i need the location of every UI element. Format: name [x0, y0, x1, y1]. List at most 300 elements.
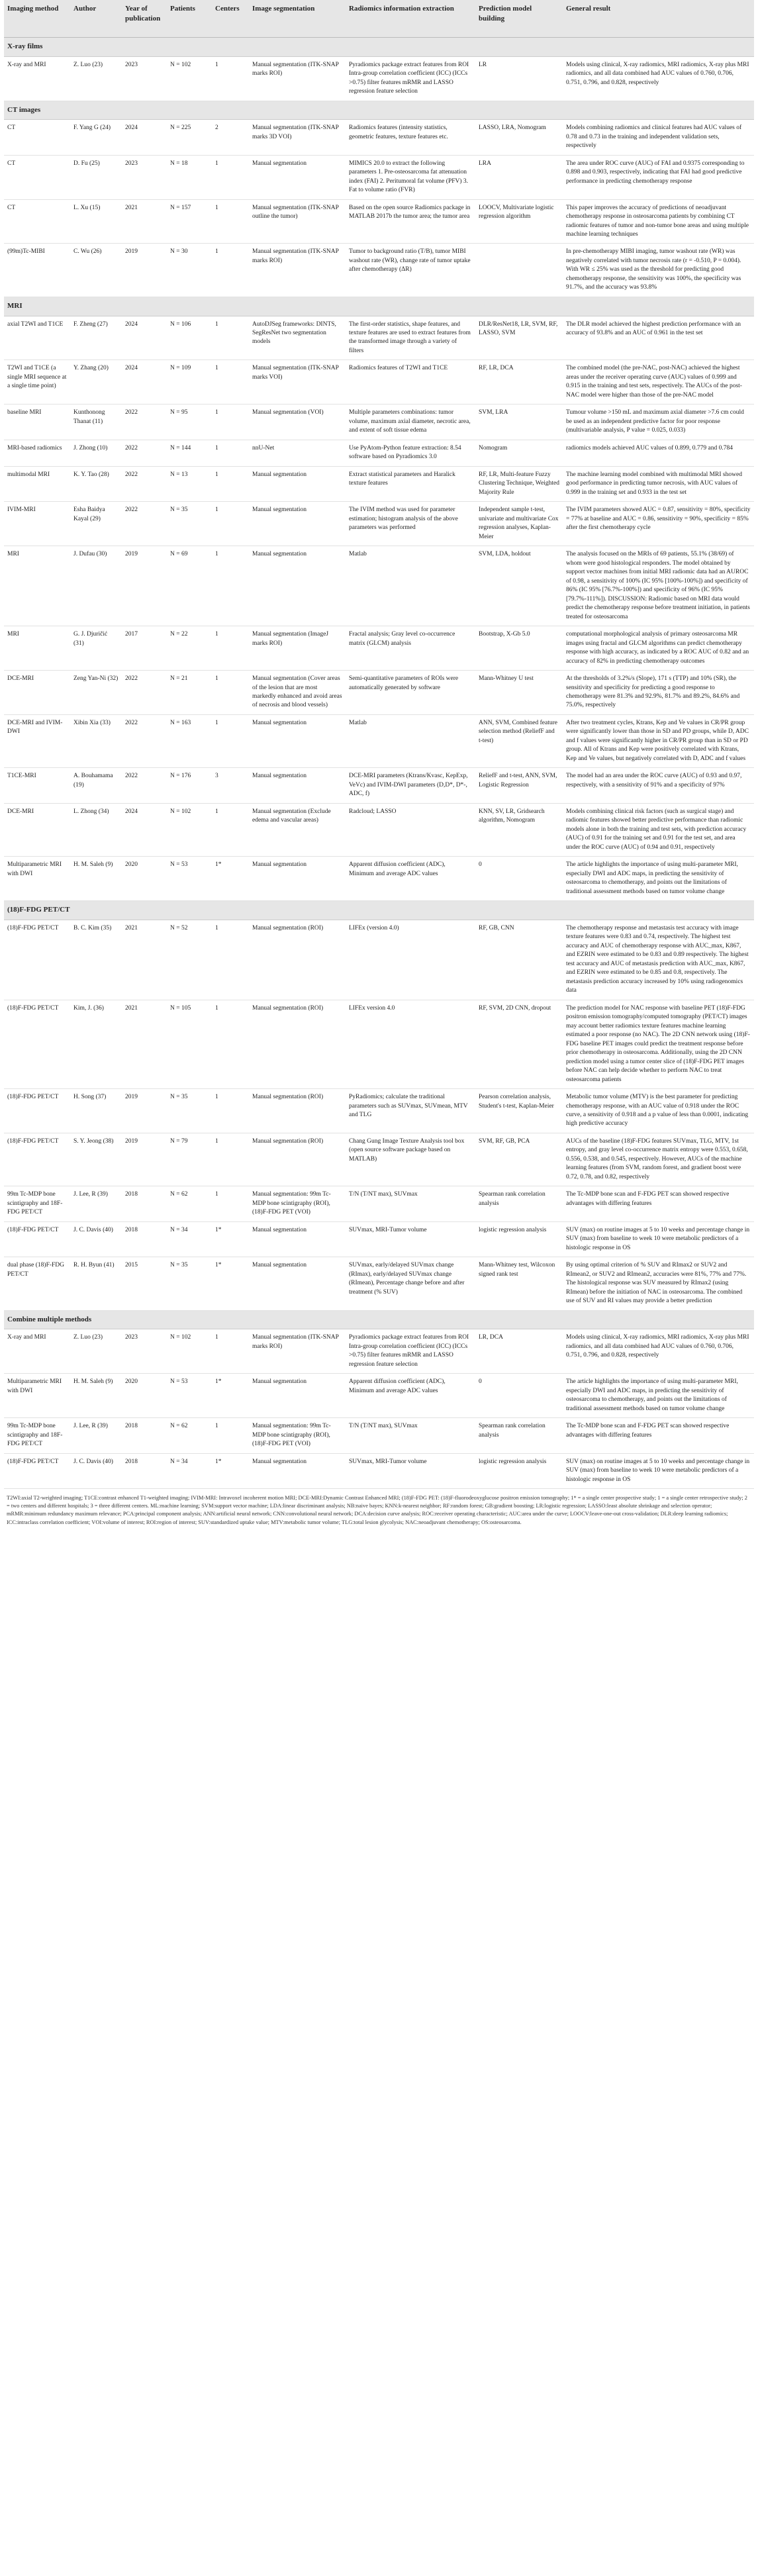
segmentation-cell: Manual segmentation (ITK-SNAP outline the tumor) — [249, 199, 346, 244]
segmentation-cell: Manual segmentation (ITK-SNAP marks ROI) — [249, 244, 346, 297]
patients-cell: N = 79 — [167, 1133, 212, 1186]
column-header: Author — [70, 0, 122, 38]
section-title: (18)F-FDG PET/CT — [4, 901, 754, 920]
author-cell: J. C. Davis (40) — [70, 1221, 122, 1257]
radiomics-extraction-cell: Matlab — [346, 546, 475, 626]
year-cell: 2023 — [122, 1329, 167, 1374]
patients-cell: N = 95 — [167, 405, 212, 440]
table-body — [4, 38, 754, 1489]
general-result-cell: SUV (max) on routine images at 5 to 10 weeks and percentage change in SUV (max) from baseline to week 10 were metabolic predictors of a histologic response in OS — [563, 1221, 754, 1257]
section-title: CT images — [4, 101, 754, 120]
centers-cell: 1 — [212, 714, 249, 767]
radiomics-extraction-cell: Apparent diffusion coefficient (ADC), Minimum and average ADC values — [346, 857, 475, 901]
centers-cell: 1 — [212, 1186, 249, 1221]
patients-cell: N = 35 — [167, 1257, 212, 1310]
segmentation-cell: nnU-Net — [249, 440, 346, 466]
patients-cell: N = 34 — [167, 1453, 212, 1488]
table-row — [4, 405, 754, 440]
year-cell: 2015 — [122, 1257, 167, 1310]
imaging-method-cell: DCE-MRI and IVIM-DWI — [4, 714, 70, 767]
imaging-method-cell: 99m Tc-MDP bone scintigraphy and 18F-FDG PET/CT — [4, 1418, 70, 1453]
centers-cell: 1 — [212, 316, 249, 360]
centers-cell: 1 — [212, 546, 249, 626]
patients-cell: N = 52 — [167, 920, 212, 1000]
general-result-cell: Metabolic tumor volume (MTV) is the best parameter for predicting chemotherapy response, with an AUC value of 0.918 under the ROC curve, a sensitivity of 0.918 and a p value of less than 0.0001, indicating high predictive accuracy — [563, 1089, 754, 1133]
table-row — [4, 1329, 754, 1374]
prediction-model-cell: RF, GB, CNN — [475, 920, 563, 1000]
patients-cell: N = 109 — [167, 360, 212, 405]
patients-cell: N = 69 — [167, 546, 212, 626]
table-row — [4, 56, 754, 101]
centers-cell: 1 — [212, 405, 249, 440]
segmentation-cell: Manual segmentation (ROI) — [249, 920, 346, 1000]
patients-cell: N = 144 — [167, 440, 212, 466]
prediction-model-cell: SVM, LRA — [475, 405, 563, 440]
year-cell: 2024 — [122, 316, 167, 360]
author-cell: Zeng Yan-Ni (32) — [70, 671, 122, 715]
prediction-model-cell: Independent sample t-test, univariate and multivariate Cox regression analyses, Kaplan-Meier — [475, 502, 563, 546]
general-result-cell: Tumour volume >150 mL and maximum axial diameter >7.6 cm could be used as an independent predictive factor for poor response (multivariable analysis, P value = 0.025, 0.033) — [563, 405, 754, 440]
segmentation-cell: Manual segmentation — [249, 546, 346, 626]
radiomics-extraction-cell: SUVmax, MRI-Tumor volume — [346, 1453, 475, 1488]
centers-cell: 2 — [212, 120, 249, 155]
imaging-method-cell: Multiparametric MRI with DWI — [4, 1374, 70, 1418]
general-result-cell: This paper improves the accuracy of predictions of neoadjuvant chemotherapy response in osteosarcoma patients by combining CT radiomic features of tumor and non-tumor bone areas and using multiple machine learning techniques — [563, 199, 754, 244]
table-row — [4, 1089, 754, 1133]
author-cell: Z. Luo (23) — [70, 56, 122, 101]
centers-cell: 1 — [212, 1329, 249, 1374]
general-result-cell: The prediction model for NAC response with baseline PET (18)F-FDG positron emission tomography/computed tomography (PET/CT) images may account better radiomics texture features machine learning estimated a poor response (no NAC). The 2D CNN network using (18)F-FDG baseline PET images could predict the treatment response before prior chemotherapy in osteosarcoma. Additionally, using the 2D CNN prediction model using a tumor center slice of (18)F-FDG PET images before NAC can help decide whether to perform NAC to treat osteosarcoma patients — [563, 1000, 754, 1088]
author-cell: S. Y. Jeong (38) — [70, 1133, 122, 1186]
general-result-cell: computational morphological analysis of primary osteosarcoma MR images using fractal and GLCM algorithms can predict chemotherapy response with high accuracy, as indicated by a ROC AUC of 0.82 and an accuracy of 82% in predicting chemotherapy outcomes — [563, 626, 754, 671]
prediction-model-cell: 0 — [475, 857, 563, 901]
author-cell: J. Zhong (10) — [70, 440, 122, 466]
centers-cell: 1* — [212, 857, 249, 901]
general-result-cell: Models using clinical, X-ray radiomics, MRI radiomics, X-ray plus MRI radiomics, and all data combined had AUC values of 0.760, 0.706, 0.751, 0.796, and 0.828, respectively — [563, 1329, 754, 1374]
author-cell: H. Song (37) — [70, 1089, 122, 1133]
segmentation-cell: Manual segmentation — [249, 155, 346, 199]
column-header: General result — [563, 0, 754, 38]
general-result-cell: radiomics models achieved AUC values of 0.899, 0.779 and 0.784 — [563, 440, 754, 466]
radiomics-extraction-cell: LIFEx version 4.0 — [346, 1000, 475, 1088]
imaging-method-cell: DCE-MRI — [4, 671, 70, 715]
year-cell: 2022 — [122, 466, 167, 501]
general-result-cell: After two treatment cycles, Ktrans, Kep and Ve values in CR/PR group were significantly lower than those in SD and PD groups, while D, ADC and f values were significantly higher in CR/PR group than in SD or PD group. All of Ktrans and Kep were positively correlated with Ktrans, Kep and Ve values, but negatively correlated with D, ADC and f values — [563, 714, 754, 767]
centers-cell: 1 — [212, 803, 249, 856]
centers-cell: 1 — [212, 360, 249, 405]
segmentation-cell: Manual segmentation — [249, 502, 346, 546]
radiomics-extraction-cell: Matlab — [346, 714, 475, 767]
prediction-model-cell: Bootstrap, X-Gb 5.0 — [475, 626, 563, 671]
prediction-model-cell: KNN, SV, LR, Gridsearch algorithm, Nomogram — [475, 803, 563, 856]
table-row — [4, 199, 754, 244]
year-cell: 2020 — [122, 1374, 167, 1418]
year-cell: 2019 — [122, 546, 167, 626]
prediction-model-cell: RF, LR, DCA — [475, 360, 563, 405]
author-cell: Kim, J. (36) — [70, 1000, 122, 1088]
year-cell: 2017 — [122, 626, 167, 671]
author-cell: J. Lee, R (39) — [70, 1186, 122, 1221]
patients-cell: N = 34 — [167, 1221, 212, 1257]
prediction-model-cell: Nomogram — [475, 440, 563, 466]
imaging-method-cell: (18)F-FDG PET/CT — [4, 920, 70, 1000]
year-cell: 2022 — [122, 502, 167, 546]
general-result-cell: At the thresholds of 3.2%/s (Slope), 171 s (TTP) and 10% (SR), the sensitivity and specificity for predicting a good response to chemotherapy were 81.3% and 92.9%, 81.7% and 89.2%, 84.6% and 75.0%, respectively — [563, 671, 754, 715]
centers-cell: 1 — [212, 199, 249, 244]
segmentation-cell: Manual segmentation (ITK-SNAP marks ROI) — [249, 1329, 346, 1374]
column-header: Centers — [212, 0, 249, 38]
patients-cell: N = 62 — [167, 1186, 212, 1221]
year-cell: 2022 — [122, 440, 167, 466]
radiomics-extraction-cell: Based on the open source Radiomics package in MATLAB 2017b the tumor area; the tumor area — [346, 199, 475, 244]
prediction-model-cell: LRA — [475, 155, 563, 199]
radiomics-extraction-cell: T/N (T/NT max), SUVmax — [346, 1186, 475, 1221]
radiomics-extraction-cell: SUVmax, early/delayed SUVmax change (RImax), early/delayed SUVmax change (RImean), Percentage change before and after treatment (% SUV) — [346, 1257, 475, 1310]
patients-cell: N = 102 — [167, 803, 212, 856]
author-cell: Esha Baidya Kayal (29) — [70, 502, 122, 546]
imaging-method-cell: X-ray and MRI — [4, 1329, 70, 1374]
table-row — [4, 1000, 754, 1088]
imaging-method-cell: CT — [4, 155, 70, 199]
general-result-cell: AUCs of the baseline (18)F-FDG features SUVmax, TLG, MTV, 1st entropy, and gray level co-occurrence matrix entropy were 0.553, 0.658, 0.556, 0.538, and 0.545, respectively. However, AUCs of the machine learning features (from SVM, random forest, and gradient boost were 0.72, 0.78, and 0.82, respectively — [563, 1133, 754, 1186]
prediction-model-cell: Spearman rank correlation analysis — [475, 1418, 563, 1453]
author-cell: A. Bouhamama (19) — [70, 768, 122, 803]
radiomics-summary-table — [4, 0, 754, 1489]
patients-cell: N = 105 — [167, 1000, 212, 1088]
author-cell: K. Y. Tao (28) — [70, 466, 122, 501]
patients-cell: N = 225 — [167, 120, 212, 155]
radiomics-extraction-cell: Apparent diffusion coefficient (ADC), Minimum and average ADC values — [346, 1374, 475, 1418]
prediction-model-cell — [475, 244, 563, 297]
column-header: Image segmentation — [249, 0, 346, 38]
segmentation-cell: Manual segmentation — [249, 1453, 346, 1488]
imaging-method-cell: (18)F-FDG PET/CT — [4, 1000, 70, 1088]
table-row — [4, 502, 754, 546]
radiomics-extraction-cell: The first-order statistics, shape features, and texture features are used to extract features from the transformed image through a variety of filters — [346, 316, 475, 360]
radiomics-extraction-cell: Semi-quantitative parameters of ROIs were automatically generated by software — [346, 671, 475, 715]
centers-cell: 3 — [212, 768, 249, 803]
general-result-cell: The analysis focused on the MRIs of 69 patients, 55.1% (38/69) of whom were good histological responders. The model obtained by support vector machines from initial MRI radiomic data had an AUROC of 0.98, a sensitivity of 100% (IC 95% [100%-100%]) and specificity of 86% (IC 95% [76.7%-100%]) and specificity of 96% (IC 95% [79.7%-111%]). DISCUSSION: Radiomic based on MRI data would predict the chemotherapy response before treatment initiation, in patients treated for osteosarcoma — [563, 546, 754, 626]
author-cell: H. M. Saleh (9) — [70, 1374, 122, 1418]
centers-cell: 1 — [212, 671, 249, 715]
prediction-model-cell: SVM, RF, GB, PCA — [475, 1133, 563, 1186]
imaging-method-cell: (18)F-FDG PET/CT — [4, 1133, 70, 1186]
imaging-method-cell: multimodal MRI — [4, 466, 70, 501]
general-result-cell: Models combining radiomics and clinical features had AUC values of 0.78 and 0.73 in the training and independent validation sets, respectively — [563, 120, 754, 155]
segmentation-cell: Manual segmentation — [249, 1374, 346, 1418]
segmentation-cell: Manual segmentation (ITK-SNAP marks 3D VOI) — [249, 120, 346, 155]
prediction-model-cell: LR — [475, 56, 563, 101]
year-cell: 2018 — [122, 1418, 167, 1453]
patients-cell: N = 18 — [167, 155, 212, 199]
section-header-row — [4, 101, 754, 120]
radiomics-extraction-cell: T/N (T/NT max), SUVmax — [346, 1418, 475, 1453]
patients-cell: N = 13 — [167, 466, 212, 501]
table-row — [4, 546, 754, 626]
radiomics-extraction-cell: Radiomics features (intensity statistics, geometric features, texture features etc. — [346, 120, 475, 155]
imaging-method-cell: MRI-based radiomics — [4, 440, 70, 466]
year-cell: 2021 — [122, 199, 167, 244]
patients-cell: N = 106 — [167, 316, 212, 360]
centers-cell: 1 — [212, 626, 249, 671]
imaging-method-cell: MRI — [4, 546, 70, 626]
segmentation-cell: Manual segmentation (ITK-SNAP marks VOI) — [249, 360, 346, 405]
patients-cell: N = 157 — [167, 199, 212, 244]
segmentation-cell: Manual segmentation: 99m Tc-MDP bone scintigraphy (ROI), (18)F-FDG PET (VOI) — [249, 1186, 346, 1221]
centers-cell: 1 — [212, 920, 249, 1000]
year-cell: 2018 — [122, 1453, 167, 1488]
general-result-cell: The DLR model achieved the highest prediction performance with an accuracy of 93.8% and an AUC of 0.961 in the test set — [563, 316, 754, 360]
prediction-model-cell: 0 — [475, 1374, 563, 1418]
centers-cell: 1 — [212, 155, 249, 199]
prediction-model-cell: LASSO, LRA, Nomogram — [475, 120, 563, 155]
segmentation-cell: Manual segmentation — [249, 1221, 346, 1257]
patients-cell: N = 163 — [167, 714, 212, 767]
author-cell: R. H. Byun (41) — [70, 1257, 122, 1310]
imaging-method-cell: (99m)Tc-MIBI — [4, 244, 70, 297]
imaging-method-cell: (18)F-FDG PET/CT — [4, 1453, 70, 1488]
year-cell: 2023 — [122, 155, 167, 199]
general-result-cell: Models combining clinical risk factors (such as surgical stage) and radiomic features showed better predictive performance than radiomic models alone in both the training and test sets, with prediction accuracy (AUC) of 0.91 for the training set and 0.91 for the test set, and area under the ROC curve (AUC) of 0.94 and 0.91, respectively — [563, 803, 754, 856]
prediction-model-cell: LR, DCA — [475, 1329, 563, 1374]
segmentation-cell: Manual segmentation (VOI) — [249, 405, 346, 440]
radiomics-extraction-cell: DCE-MRI parameters (Ktrans/Kvasc, KepExp, VeVc) and IVIM-DWI parameters (D,D*, D*-, ADC, f) — [346, 768, 475, 803]
patients-cell: N = 22 — [167, 626, 212, 671]
segmentation-cell: Manual segmentation — [249, 768, 346, 803]
table-row — [4, 1133, 754, 1186]
imaging-method-cell: CT — [4, 199, 70, 244]
general-result-cell: The model had an area under the ROC curve (AUC) of 0.93 and 0.97, respectively, with a sensitivity of 91% and a specificity of 97% — [563, 768, 754, 803]
year-cell: 2022 — [122, 671, 167, 715]
centers-cell: 1* — [212, 1221, 249, 1257]
author-cell: D. Fu (25) — [70, 155, 122, 199]
prediction-model-cell: logistic regression analysis — [475, 1453, 563, 1488]
radiomics-extraction-cell: Radiomics features of T2WI and T1CE — [346, 360, 475, 405]
author-cell: Kunthonong Thanat (11) — [70, 405, 122, 440]
author-cell: C. Wu (26) — [70, 244, 122, 297]
segmentation-cell: Manual segmentation (ITK-SNAP marks ROI) — [249, 56, 346, 101]
general-result-cell: The Tc-MDP bone scan and F-FDG PET scan showed respective advantages with differing features — [563, 1186, 754, 1221]
radiomics-extraction-cell: PyRadiomics; calculate the traditional parameters such as SUVmax, SUVmean, MTV and TLG — [346, 1089, 475, 1133]
segmentation-cell: Manual segmentation: 99m Tc-MDP bone scintigraphy (ROI), (18)F-FDG PET (VOI) — [249, 1418, 346, 1453]
table-row — [4, 1418, 754, 1453]
table-row — [4, 1374, 754, 1418]
segmentation-cell: Manual segmentation (ROI) — [249, 1000, 346, 1088]
imaging-method-cell: dual phase (18)F-FDG PET/CT — [4, 1257, 70, 1310]
section-title: MRI — [4, 297, 754, 316]
prediction-model-cell: RF, LR, Multi-feature Fuzzy Clustering Technique, Weighted Majority Rule — [475, 466, 563, 501]
general-result-cell: The IVIM parameters showed AUC = 0.87, sensitivity = 80%, specificity = 77% at baseline and AUC = 0.86, sensitivity = 90%, specificity = 85% after the first chemotherapy cycle — [563, 502, 754, 546]
table-row — [4, 920, 754, 1000]
year-cell: 2019 — [122, 1133, 167, 1186]
segmentation-cell: Manual segmentation (ROI) — [249, 1133, 346, 1186]
column-header: Year of publication — [122, 0, 167, 38]
centers-cell: 1 — [212, 440, 249, 466]
author-cell: J. C. Davis (40) — [70, 1453, 122, 1488]
author-cell: Xibin Xia (33) — [70, 714, 122, 767]
radiomics-extraction-cell: Tumor to background ratio (T/B), tumor MIBI washout rate (WR), change rate of tumor uptake after chemotherapy (ΔR) — [346, 244, 475, 297]
prediction-model-cell: Spearman rank correlation analysis — [475, 1186, 563, 1221]
segmentation-cell: Manual segmentation (ImageJ marks ROI) — [249, 626, 346, 671]
prediction-model-cell: RF, SVM, 2D CNN, dropout — [475, 1000, 563, 1088]
table-row — [4, 155, 754, 199]
patients-cell: N = 102 — [167, 56, 212, 101]
table-row — [4, 120, 754, 155]
segmentation-cell: Manual segmentation (Cover areas of the lesion that are most markedly enhanced and avoid areas of necrosis and blood vessels) — [249, 671, 346, 715]
author-cell: Z. Luo (23) — [70, 1329, 122, 1374]
centers-cell: 1 — [212, 56, 249, 101]
patients-cell: N = 21 — [167, 671, 212, 715]
centers-cell: 1 — [212, 502, 249, 546]
section-header-row — [4, 1310, 754, 1329]
segmentation-cell: Manual segmentation (ROI) — [249, 1089, 346, 1133]
centers-cell: 1 — [212, 1133, 249, 1186]
prediction-model-cell: LOOCV, Multivariate logistic regression algorithm — [475, 199, 563, 244]
table-row — [4, 1186, 754, 1221]
prediction-model-cell: ANN, SVM, Combined feature selection method (ReliefF and t-test) — [475, 714, 563, 767]
radiomics-extraction-cell: Pyradiomics package extract features from ROI Intra-group correlation coefficient (ICC) (ICCs >0.75) filter features mRMR and LASSO regression feature selection — [346, 56, 475, 101]
patients-cell: N = 30 — [167, 244, 212, 297]
imaging-method-cell: baseline MRI — [4, 405, 70, 440]
general-result-cell: Models using clinical, X-ray radiomics, MRI radiomics, X-ray plus MRI radiomics, and all data combined had AUC values of 0.760, 0.706, 0.751, 0.796, and 0.828, respectively — [563, 56, 754, 101]
author-cell: L. Zhong (34) — [70, 803, 122, 856]
imaging-method-cell: 99m Tc-MDP bone scintigraphy and 18F-FDG PET/CT — [4, 1186, 70, 1221]
section-title: X-ray films — [4, 38, 754, 57]
header-row — [4, 0, 754, 38]
imaging-method-cell: X-ray and MRI — [4, 56, 70, 101]
year-cell: 2020 — [122, 857, 167, 901]
general-result-cell: In pre-chemotherapy MIBI imaging, tumor washout rate (WR) was negatively correlated with tumor necrosis rate (r = -0.510, P = 0.004). With WR ≤ 25% was used as the threshold for predicting good chemotherapy response, the sensitivity was 100%, the specificity was 91.7%, and the accuracy was 93.8% — [563, 244, 754, 297]
general-result-cell: By using optimal criterion of % SUV and RImax2 or SUV2 and RImean2, or SUV2 and RImean2, accuracies were 81%, 77% and 77%. The histological response was SUV measured by RImax2 (using RImean) before the initiation of NAC in osteosarcoma. The combined use of SUV and RI values may provide a better prediction — [563, 1257, 754, 1310]
radiomics-extraction-cell: SUVmax, MRI-Tumor volume — [346, 1221, 475, 1257]
radiomics-extraction-cell: Use PyAtom-Python feature extraction: 8.54 software based on Pyradiomics 3.0 — [346, 440, 475, 466]
year-cell: 2022 — [122, 714, 167, 767]
segmentation-cell: AutoDJSeg frameworks: DINTS, SegResNet two segmentation models — [249, 316, 346, 360]
segmentation-cell: Manual segmentation (Exclude edema and vascular areas) — [249, 803, 346, 856]
general-result-cell: SUV (max) on routine images at 5 to 10 weeks and percentage change in SUV (max) from baseline to week 10 were metabolic predictors of a histologic response in OS — [563, 1453, 754, 1488]
table-footnote: T2WI:axial T2-weighted imaging; T1CE:contrast enhanced T1-weighted imaging; IVIM-MRI: Intravoxel incoherent motion MRI; DCE-MRI:Dynamic Contrast Enhanced MRI; (18)F-FDG PET: (18)F-fluorodeoxyglucose positron emission tomography; 1* = a single center prospective study; 1 = a single center retrospective study; 2 = two centers and different hospitals; 3 = three different centers. ML:machine learning; SVM:support vector machine; LDA:linear discriminant analysis; NB:naive bayes; KNN:k-nearest neighbor; RF:random forest; GB:gradient boosting; LR:logistic regression; LASSO:least absolute shrinkage and selection operator; mRMR:minimum redundancy maximum relevance; PCA:principal component analysis; ANN:artificial neural network; CNN:convolutional neural network; DCA:decision curve analysis; ROC:receiver operating characteristic; AUC:area under the curve; LOOCV:leave-one-out cross-validation; DLR:deep learning radiomics; ICC:intraclass correlation coefficient; VOI:volume of interest; ROI:region of interest; SUV:standardized uptake value; MTV:metabolic tumor volume; TLG:total lesion glycolysis; NAC:neoadjuvant chemotherapy; OS:osteosarcoma. — [7, 1495, 747, 1525]
table-row — [4, 1453, 754, 1488]
patients-cell: N = 102 — [167, 1329, 212, 1374]
column-header: Imaging method — [4, 0, 70, 38]
general-result-cell: The combined model (the pre-NAC, post-NAC) achieved the highest areas under the receiver operating curve (AUC) values of 0.999 and 0.915 in the training and test sets, respectively. The AUCs of the post-NAC model were higher than those of the pre-NAC model — [563, 360, 754, 405]
section-header-row — [4, 38, 754, 57]
table-row — [4, 857, 754, 901]
table-row — [4, 626, 754, 671]
author-cell: Y. Zhang (20) — [70, 360, 122, 405]
patients-cell: N = 62 — [167, 1418, 212, 1453]
imaging-method-cell: (18)F-FDG PET/CT — [4, 1221, 70, 1257]
general-result-cell: The chemotherapy response and metastasis test accuracy with image texture features were 0.83 and 0.74, respectively. The highest test accuracy and AUC of chemotherapy response with AUC_max, K867, and EZRIN were estimated to be 0.83 and 0.89 respectively. The highest test accuracy and AUC of metastasis prediction with AUC_max, K867, and EZRIN were estimated to be 0.85 and 0.8, respectively. The metastasis prediction accuracy increased by 10% using radiogenomics data — [563, 920, 754, 1000]
segmentation-cell: Manual segmentation — [249, 1257, 346, 1310]
general-result-cell: The article highlights the importance of using multi-parameter MRI, especially DWI and ADC maps, in predicting the sensitivity of osteosarcoma to chemotherapy, and points out the limitations of traditional assessment methods based on tumor volume change — [563, 857, 754, 901]
radiomics-extraction-cell: Pyradiomics package extract features from ROI Intra-group correlation coefficient (ICC) (ICCs >0.75) filter features mRMR and LASSO regression feature selection — [346, 1329, 475, 1374]
centers-cell: 1* — [212, 1374, 249, 1418]
segmentation-cell: Manual segmentation — [249, 857, 346, 901]
year-cell: 2021 — [122, 1000, 167, 1088]
year-cell: 2021 — [122, 920, 167, 1000]
general-result-cell: The article highlights the importance of using multi-parameter MRI, especially DWI and ADC maps, in predicting the sensitivity of osteosarcoma to chemotherapy, and points out the limitations of traditional assessment methods based on tumor volume change — [563, 1374, 754, 1418]
author-cell: L. Xu (15) — [70, 199, 122, 244]
section-header-row — [4, 297, 754, 316]
section-title: Combine multiple methods — [4, 1310, 754, 1329]
radiomics-extraction-cell: Chang Gung Image Texture Analysis tool box (open source software package based on MATLAB) — [346, 1133, 475, 1186]
prediction-model-cell: logistic regression analysis — [475, 1221, 563, 1257]
imaging-method-cell: DCE-MRI — [4, 803, 70, 856]
year-cell: 2022 — [122, 768, 167, 803]
author-cell: B. C. Kim (35) — [70, 920, 122, 1000]
table-row — [4, 768, 754, 803]
radiomics-extraction-cell: Extract statistical parameters and Haralick texture features — [346, 466, 475, 501]
prediction-model-cell: Mann-Whitney U test — [475, 671, 563, 715]
patients-cell: N = 53 — [167, 857, 212, 901]
table-row — [4, 360, 754, 405]
imaging-method-cell: IVIM-MRI — [4, 502, 70, 546]
centers-cell: 1 — [212, 244, 249, 297]
year-cell: 2018 — [122, 1221, 167, 1257]
imaging-method-cell: MRI — [4, 626, 70, 671]
radiomics-extraction-cell: Multiple parameters combinations: tumor volume, maximum axial diameter, necrotic area, and extent of soft tissue edema — [346, 405, 475, 440]
author-cell: F. Zheng (27) — [70, 316, 122, 360]
patients-cell: N = 53 — [167, 1374, 212, 1418]
imaging-method-cell: T1CE-MRI — [4, 768, 70, 803]
year-cell: 2024 — [122, 120, 167, 155]
year-cell: 2024 — [122, 360, 167, 405]
prediction-model-cell: Mann-Whitney test, Wilcoxon signed rank test — [475, 1257, 563, 1310]
prediction-model-cell: Pearson correlation analysis, Student's t-test, Kaplan-Meier — [475, 1089, 563, 1133]
author-cell: H. M. Saleh (9) — [70, 857, 122, 901]
prediction-model-cell: SVM, LDA, holdout — [475, 546, 563, 626]
year-cell: 2019 — [122, 244, 167, 297]
year-cell: 2023 — [122, 56, 167, 101]
centers-cell: 1 — [212, 466, 249, 501]
radiomics-extraction-cell: MIMICS 20.0 to extract the following parameters 1. Pre-osteosarcoma fat attenuation index (FAI) 2. Peritumoral fat volume (PFV) 3. Fat to volume ratio (FVR) — [346, 155, 475, 199]
imaging-method-cell: (18)F-FDG PET/CT — [4, 1089, 70, 1133]
table-header — [4, 0, 754, 38]
author-cell: J. Lee, R (39) — [70, 1418, 122, 1453]
segmentation-cell: Manual segmentation — [249, 714, 346, 767]
table-row — [4, 316, 754, 360]
table-row — [4, 466, 754, 501]
imaging-method-cell: Multiparametric MRI with DWI — [4, 857, 70, 901]
centers-cell: 1 — [212, 1000, 249, 1088]
radiomics-extraction-cell: LIFEx (version 4.0) — [346, 920, 475, 1000]
year-cell: 2018 — [122, 1186, 167, 1221]
author-cell: G. J. Djuričić (31) — [70, 626, 122, 671]
table-row — [4, 1221, 754, 1257]
radiomics-extraction-cell: Fractal analysis; Gray level co-occurrence matrix (GLCM) analysis — [346, 626, 475, 671]
patients-cell: N = 176 — [167, 768, 212, 803]
imaging-method-cell: axial T2WI and T1CE — [4, 316, 70, 360]
year-cell: 2024 — [122, 803, 167, 856]
centers-cell: 1* — [212, 1257, 249, 1310]
year-cell: 2019 — [122, 1089, 167, 1133]
segmentation-cell: Manual segmentation — [249, 466, 346, 501]
table-row — [4, 671, 754, 715]
column-header: Patients — [167, 0, 212, 38]
table-row — [4, 714, 754, 767]
centers-cell: 1 — [212, 1418, 249, 1453]
general-result-cell: The area under ROC curve (AUC) of FAI and 0.9375 corresponding to 0.898 and 0.903, respectively, indicating that FAI had good predictive performance in predicting chemotherapy response — [563, 155, 754, 199]
imaging-method-cell: T2WI and T1CE (a single MRI sequence at a single time point) — [4, 360, 70, 405]
centers-cell: 1 — [212, 1089, 249, 1133]
centers-cell: 1* — [212, 1453, 249, 1488]
section-header-row — [4, 901, 754, 920]
patients-cell: N = 35 — [167, 502, 212, 546]
column-header: Radiomics information extraction — [346, 0, 475, 38]
general-result-cell: The machine learning model combined with multimodal MRI showed good performance in predicting tumor necrosis, with AUC values of 0.999 in the training set and 0.933 in the test set — [563, 466, 754, 501]
table-row — [4, 803, 754, 856]
